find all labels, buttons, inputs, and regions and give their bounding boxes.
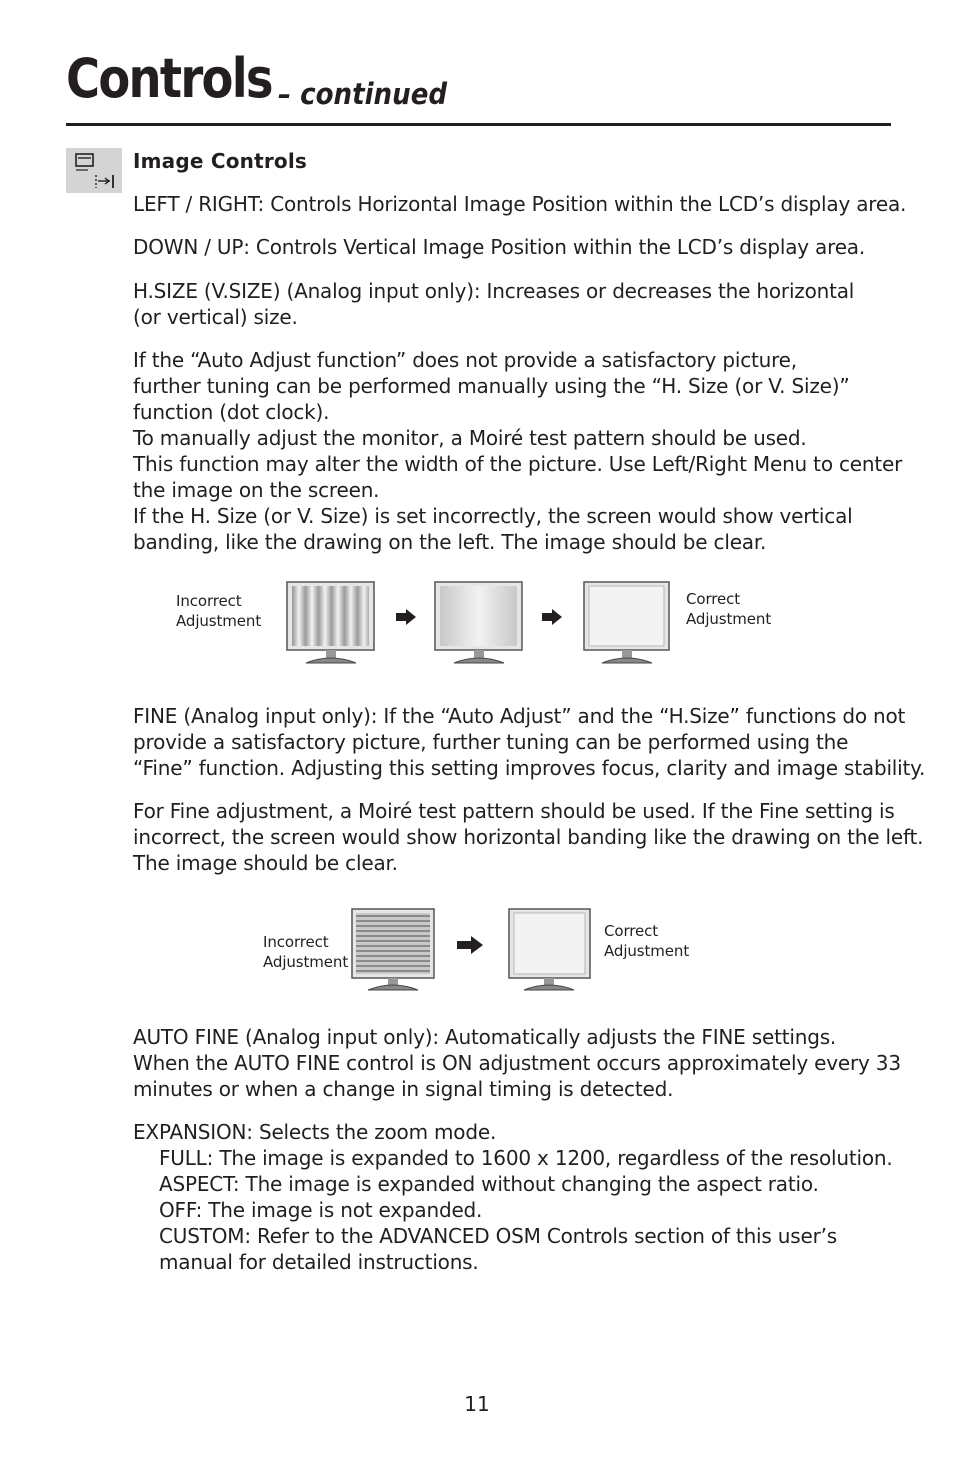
image-controls-icon [66,148,122,193]
text-line: FINE (Analog input only): If the “Auto Adjust” and the “H.Size” functions do not [133,704,906,728]
figure2-correct-label [604,921,689,961]
text-line: AUTO FINE (Analog input only): Automatically adjusts the FINE settings. [133,1025,837,1049]
fine-paragraph [133,703,925,781]
text-line: For Fine adjustment, a Moiré test pattern should be used. If the Fine setting is [133,799,895,823]
page-title-suffix: – continued [278,77,448,111]
text-line: When the AUTO FINE control is ON adjustment occurs approximately every 33 [133,1051,901,1075]
monitor-correct-adjust [509,909,590,990]
auto-adjust-paragraph [133,347,902,555]
text-line: H.SIZE (V.SIZE) (Analog input only): Increases or decreases the horizontal [133,279,855,303]
auto-fine-paragraph [133,1024,901,1102]
figure2-monitor-diagram [0,900,954,1000]
hsize-paragraph [133,278,854,330]
title-divider [66,123,891,126]
section-heading: Image Controls [133,149,308,173]
expansion-option: FULL: The image is expanded to 1600 x 1200, regardless of the resolution. [159,1146,893,1170]
text-line: incorrect, the screen would show horizontal banding like the drawing on the left. [133,825,924,849]
text-line: If the H. Size (or V. Size) is set incorrectly, the screen would show vertical [133,504,853,528]
figure1-correct-label [686,589,771,629]
expansion-option: CUSTOM: Refer to the ADVANCED OSM Controls section of this user’s [159,1224,837,1248]
monitor-partial-adjust [435,582,522,663]
caption-line: Correct [604,922,659,940]
monitor-vertical-banding [287,582,374,663]
expansion-paragraph: EXPANSION: Selects the zoom mode. [133,1120,497,1144]
text-line: banding, like the drawing on the left. The image should be clear. [133,530,767,554]
text-line: minutes or when a change in signal timing is detected. [133,1077,674,1101]
text-line: “Fine” function. Adjusting this setting improves focus, clarity and image stability. [133,756,926,780]
caption-line: Adjustment [176,612,262,630]
monitor-correct-adjust [584,582,669,663]
text-line: The image should be clear. [133,851,398,875]
monitor-horizontal-banding [352,909,434,990]
page-number: 11 [464,1392,490,1416]
text-line: (or vertical) size. [133,305,298,329]
caption-line: Adjustment [263,953,349,971]
caption-line: Incorrect [176,592,242,610]
caption-line: Incorrect [263,933,329,951]
arrow-right-icon [457,936,483,954]
text-line: function (dot clock). [133,400,330,424]
figure1-monitor-diagram [0,575,954,695]
text-line: the image on the screen. [133,478,380,502]
arrow-right-icon [542,609,562,625]
left-right-paragraph: LEFT / RIGHT: Controls Horizontal Image Position within the LCD’s display area. [133,192,907,216]
arrow-right-icon [396,609,416,625]
text-line: If the “Auto Adjust function” does not provide a satisfactory picture, [133,348,797,372]
text-line: further tuning can be performed manually using the “H. Size (or V. Size)” [133,374,850,398]
caption-line: Adjustment [686,610,772,628]
expansion-option: manual for detailed instructions. [159,1250,479,1274]
expansion-option: OFF: The image is not expanded. [159,1198,483,1222]
caption-line: Adjustment [604,942,690,960]
down-up-paragraph: DOWN / UP: Controls Vertical Image Position within the LCD’s display area. [133,235,866,259]
text-line: provide a satisfactory picture, further tuning can be performed using the [133,730,849,754]
caption-line: Correct [686,590,741,608]
expansion-option: ASPECT: The image is expanded without changing the aspect ratio. [159,1172,819,1196]
fine-moire-paragraph [133,798,923,876]
page-title: Controls [66,47,272,110]
text-line: This function may alter the width of the picture. Use Left/Right Menu to center [133,452,903,476]
expansion-options [159,1145,893,1275]
text-line: To manually adjust the monitor, a Moiré test pattern should be used. [133,426,807,450]
